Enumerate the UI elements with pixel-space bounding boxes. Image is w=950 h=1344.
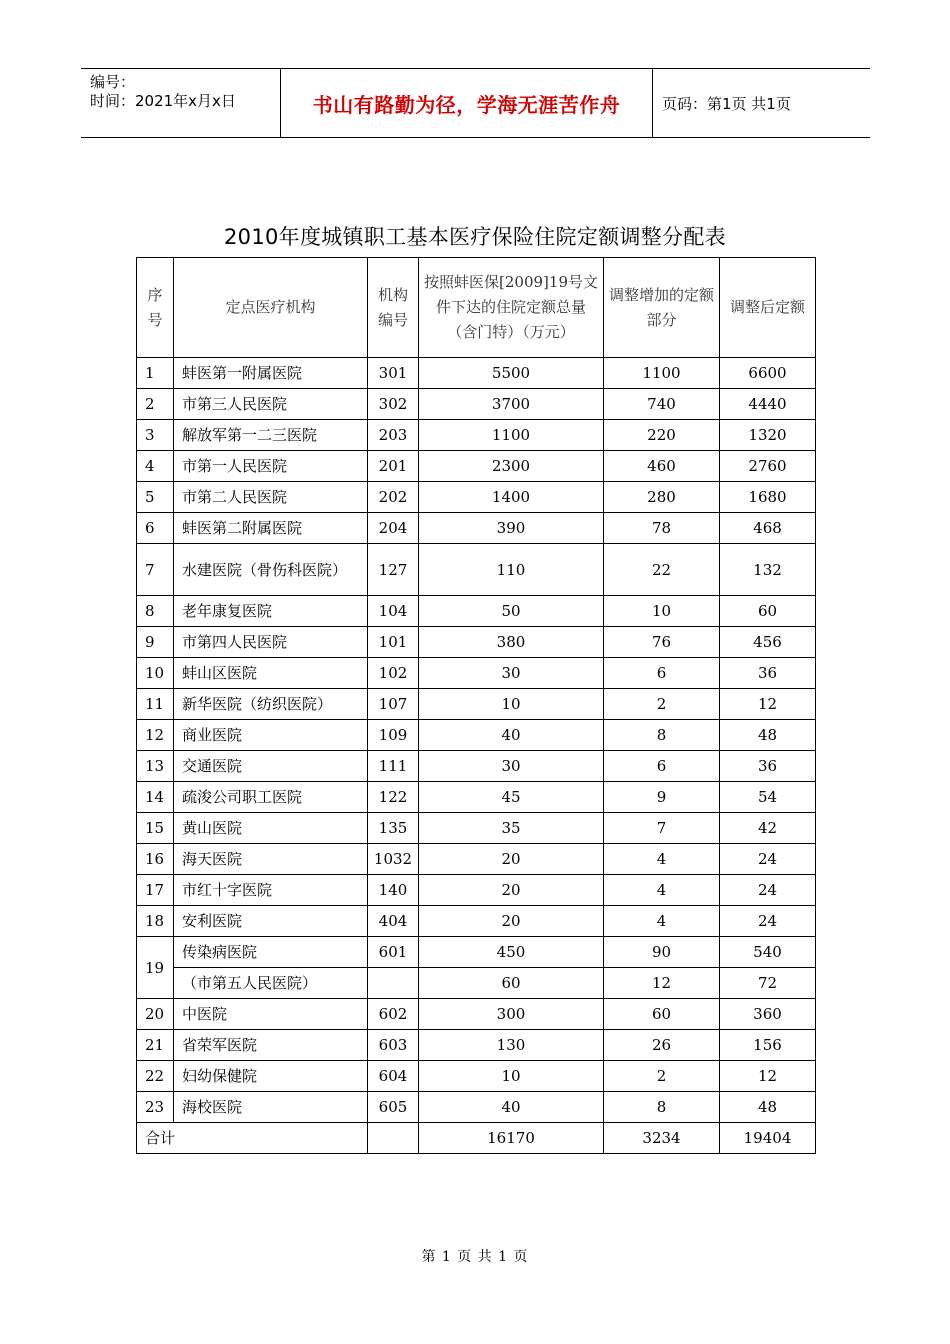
cell-increase: 1100 — [604, 358, 720, 389]
table-row — [137, 451, 816, 482]
cell-code: 602 — [368, 999, 419, 1030]
cell-hospital: 新华医院（纺织医院） — [174, 689, 368, 720]
table-row — [137, 513, 816, 544]
cell-code: 102 — [368, 658, 419, 689]
cell-hospital: 市第一人民医院 — [174, 451, 368, 482]
cell-hospital: 海校医院 — [174, 1092, 368, 1123]
table-row — [137, 782, 816, 813]
cell-seq: 6 — [137, 513, 174, 544]
cell-hospital: 水建医院（骨伤科医院） — [174, 544, 368, 596]
table-row — [137, 999, 816, 1030]
cell-quota: 20 — [419, 875, 604, 906]
cell-seq: 18 — [137, 906, 174, 937]
cell-quota: 20 — [419, 844, 604, 875]
cell-code: 603 — [368, 1030, 419, 1061]
cell-increase: 22 — [604, 544, 720, 596]
cell-increase: 60 — [604, 999, 720, 1030]
cell-adjusted: 4440 — [720, 389, 816, 420]
cell-code: 202 — [368, 482, 419, 513]
cell-hospital: 市第三人民医院 — [174, 389, 368, 420]
table-row — [137, 658, 816, 689]
cell-adjusted: 360 — [720, 999, 816, 1030]
total-label: 合计 — [137, 1123, 368, 1154]
table-row — [137, 596, 816, 627]
cell-increase: 220 — [604, 420, 720, 451]
cell-hospital: 安利医院 — [174, 906, 368, 937]
cell-adjusted: 456 — [720, 627, 816, 658]
table-row — [137, 937, 816, 968]
cell-quota: 3700 — [419, 389, 604, 420]
cell-increase: 2 — [604, 689, 720, 720]
cell-hospital: 妇幼保健院 — [174, 1061, 368, 1092]
cell-increase: 78 — [604, 513, 720, 544]
cell-seq: 5 — [137, 482, 174, 513]
cell-seq: 23 — [137, 1092, 174, 1123]
table-row — [137, 751, 816, 782]
cell-adjusted: 48 — [720, 720, 816, 751]
header-code: 机构编号 — [368, 258, 419, 358]
cell-increase: 9 — [604, 782, 720, 813]
cell-quota: 1400 — [419, 482, 604, 513]
cell-quota: 10 — [419, 1061, 604, 1092]
cell-code: 201 — [368, 451, 419, 482]
cell-code: 109 — [368, 720, 419, 751]
cell-code: 301 — [368, 358, 419, 389]
cell-code: 140 — [368, 875, 419, 906]
cell-increase: 740 — [604, 389, 720, 420]
cell-adjusted: 42 — [720, 813, 816, 844]
header-hospital: 定点医疗机构 — [174, 258, 368, 358]
cell-hospital: （市第五人民医院） — [174, 968, 368, 999]
cell-adjusted: 48 — [720, 1092, 816, 1123]
header-seq: 序号 — [137, 258, 174, 358]
cell-seq: 14 — [137, 782, 174, 813]
cell-quota: 35 — [419, 813, 604, 844]
cell-code: 1032 — [368, 844, 419, 875]
cell-hospital: 解放军第一二三医院 — [174, 420, 368, 451]
cell-seq: 21 — [137, 1030, 174, 1061]
cell-code: 107 — [368, 689, 419, 720]
cell-quota: 10 — [419, 689, 604, 720]
cell-adjusted: 24 — [720, 875, 816, 906]
cell-hospital: 蚌医第二附属医院 — [174, 513, 368, 544]
cell-hospital: 交通医院 — [174, 751, 368, 782]
cell-adjusted: 24 — [720, 906, 816, 937]
cell-quota: 450 — [419, 937, 604, 968]
cell-quota: 380 — [419, 627, 604, 658]
cell-seq: 12 — [137, 720, 174, 751]
table-row — [137, 1030, 816, 1061]
header-quota: 按照蚌医保[2009]19号文件下达的住院定额总量（含门特）（万元） — [419, 258, 604, 358]
cell-increase: 6 — [604, 658, 720, 689]
cell-code: 605 — [368, 1092, 419, 1123]
cell-increase: 460 — [604, 451, 720, 482]
cell-seq: 20 — [137, 999, 174, 1030]
cell-code: 204 — [368, 513, 419, 544]
number-label: 编号： — [90, 73, 136, 91]
table-header-row — [137, 258, 816, 358]
cell-quota: 40 — [419, 1092, 604, 1123]
total-quota: 16170 — [419, 1123, 604, 1154]
cell-hospital: 商业医院 — [174, 720, 368, 751]
table-row — [137, 358, 816, 389]
table-row — [137, 875, 816, 906]
cell-increase: 6 — [604, 751, 720, 782]
cell-quota: 20 — [419, 906, 604, 937]
cell-code: 302 — [368, 389, 419, 420]
cell-seq: 1 — [137, 358, 174, 389]
quota-table — [136, 257, 816, 1154]
cell-adjusted: 156 — [720, 1030, 816, 1061]
cell-increase: 4 — [604, 875, 720, 906]
header-adjusted: 调整后定额 — [720, 258, 816, 358]
cell-seq: 19 — [137, 937, 174, 999]
cell-quota: 5500 — [419, 358, 604, 389]
cell-seq: 11 — [137, 689, 174, 720]
cell-seq: 9 — [137, 627, 174, 658]
cell-hospital: 疏浚公司职工医院 — [174, 782, 368, 813]
cell-hospital: 市第四人民医院 — [174, 627, 368, 658]
cell-hospital: 老年康复医院 — [174, 596, 368, 627]
cell-adjusted: 72 — [720, 968, 816, 999]
cell-adjusted: 36 — [720, 751, 816, 782]
cell-hospital: 黄山医院 — [174, 813, 368, 844]
table-row — [137, 689, 816, 720]
cell-adjusted: 24 — [720, 844, 816, 875]
table-row — [137, 906, 816, 937]
cell-adjusted: 1680 — [720, 482, 816, 513]
cell-increase: 4 — [604, 844, 720, 875]
cell-quota: 2300 — [419, 451, 604, 482]
cell-seq: 2 — [137, 389, 174, 420]
cell-quota: 30 — [419, 751, 604, 782]
table-row — [137, 1092, 816, 1123]
time-label: 时间：2021年x月x日 — [90, 92, 236, 110]
cell-seq: 8 — [137, 596, 174, 627]
total-row — [137, 1123, 816, 1154]
cell-adjusted: 468 — [720, 513, 816, 544]
cell-increase: 26 — [604, 1030, 720, 1061]
page-code: 页码：第1页 共1页 — [662, 94, 791, 113]
cell-adjusted: 2760 — [720, 451, 816, 482]
cell-seq: 3 — [137, 420, 174, 451]
cell-seq: 10 — [137, 658, 174, 689]
cell-quota: 390 — [419, 513, 604, 544]
cell-quota: 40 — [419, 720, 604, 751]
cell-hospital: 中医院 — [174, 999, 368, 1030]
cell-quota: 300 — [419, 999, 604, 1030]
cell-code: 111 — [368, 751, 419, 782]
cell-adjusted: 540 — [720, 937, 816, 968]
cell-code: 127 — [368, 544, 419, 596]
cell-quota: 1100 — [419, 420, 604, 451]
cell-hospital: 蚌山区医院 — [174, 658, 368, 689]
cell-code: 404 — [368, 906, 419, 937]
cell-increase: 90 — [604, 937, 720, 968]
table-row — [137, 389, 816, 420]
cell-adjusted: 54 — [720, 782, 816, 813]
table-row — [137, 968, 816, 999]
motto: 书山有路勤为径，学海无涯苦作舟 — [281, 69, 653, 137]
cell-increase: 7 — [604, 813, 720, 844]
cell-hospital: 传染病医院 — [174, 937, 368, 968]
cell-increase: 8 — [604, 720, 720, 751]
cell-quota: 110 — [419, 544, 604, 596]
header-increase: 调整增加的定额部分 — [604, 258, 720, 358]
cell-quota: 45 — [419, 782, 604, 813]
cell-adjusted: 132 — [720, 544, 816, 596]
cell-adjusted: 36 — [720, 658, 816, 689]
table-row — [137, 844, 816, 875]
page-title: 2010年度城镇职工基本医疗保险住院定额调整分配表 — [224, 225, 726, 249]
cell-code — [368, 968, 419, 999]
page-footer: 第 1 页 共 1 页 — [421, 1249, 529, 1265]
table-row — [137, 544, 816, 596]
cell-hospital: 海天医院 — [174, 844, 368, 875]
header-meta — [81, 69, 281, 137]
table-row — [137, 627, 816, 658]
total-adjusted: 19404 — [720, 1123, 816, 1154]
table-row — [137, 1061, 816, 1092]
table-row — [137, 813, 816, 844]
cell-hospital: 市第二人民医院 — [174, 482, 368, 513]
cell-quota: 130 — [419, 1030, 604, 1061]
cell-adjusted: 12 — [720, 689, 816, 720]
total-code — [368, 1123, 419, 1154]
document-header — [81, 68, 870, 138]
cell-quota: 30 — [419, 658, 604, 689]
cell-seq: 4 — [137, 451, 174, 482]
cell-hospital: 省荣军医院 — [174, 1030, 368, 1061]
cell-seq: 15 — [137, 813, 174, 844]
cell-increase: 4 — [604, 906, 720, 937]
cell-code: 135 — [368, 813, 419, 844]
cell-seq: 22 — [137, 1061, 174, 1092]
cell-increase: 12 — [604, 968, 720, 999]
table-row — [137, 420, 816, 451]
cell-code: 203 — [368, 420, 419, 451]
cell-seq: 16 — [137, 844, 174, 875]
table-row — [137, 720, 816, 751]
cell-seq: 17 — [137, 875, 174, 906]
cell-code: 601 — [368, 937, 419, 968]
cell-adjusted: 1320 — [720, 420, 816, 451]
cell-seq: 7 — [137, 544, 174, 596]
total-increase: 3234 — [604, 1123, 720, 1154]
cell-quota: 50 — [419, 596, 604, 627]
cell-increase: 280 — [604, 482, 720, 513]
cell-increase: 2 — [604, 1061, 720, 1092]
cell-adjusted: 60 — [720, 596, 816, 627]
cell-hospital: 市红十字医院 — [174, 875, 368, 906]
cell-hospital: 蚌医第一附属医院 — [174, 358, 368, 389]
cell-increase: 76 — [604, 627, 720, 658]
cell-code: 122 — [368, 782, 419, 813]
cell-adjusted: 12 — [720, 1061, 816, 1092]
cell-increase: 10 — [604, 596, 720, 627]
cell-adjusted: 6600 — [720, 358, 816, 389]
cell-code: 604 — [368, 1061, 419, 1092]
cell-code: 101 — [368, 627, 419, 658]
cell-code: 104 — [368, 596, 419, 627]
table-row — [137, 482, 816, 513]
cell-increase: 8 — [604, 1092, 720, 1123]
cell-quota: 60 — [419, 968, 604, 999]
cell-seq: 13 — [137, 751, 174, 782]
